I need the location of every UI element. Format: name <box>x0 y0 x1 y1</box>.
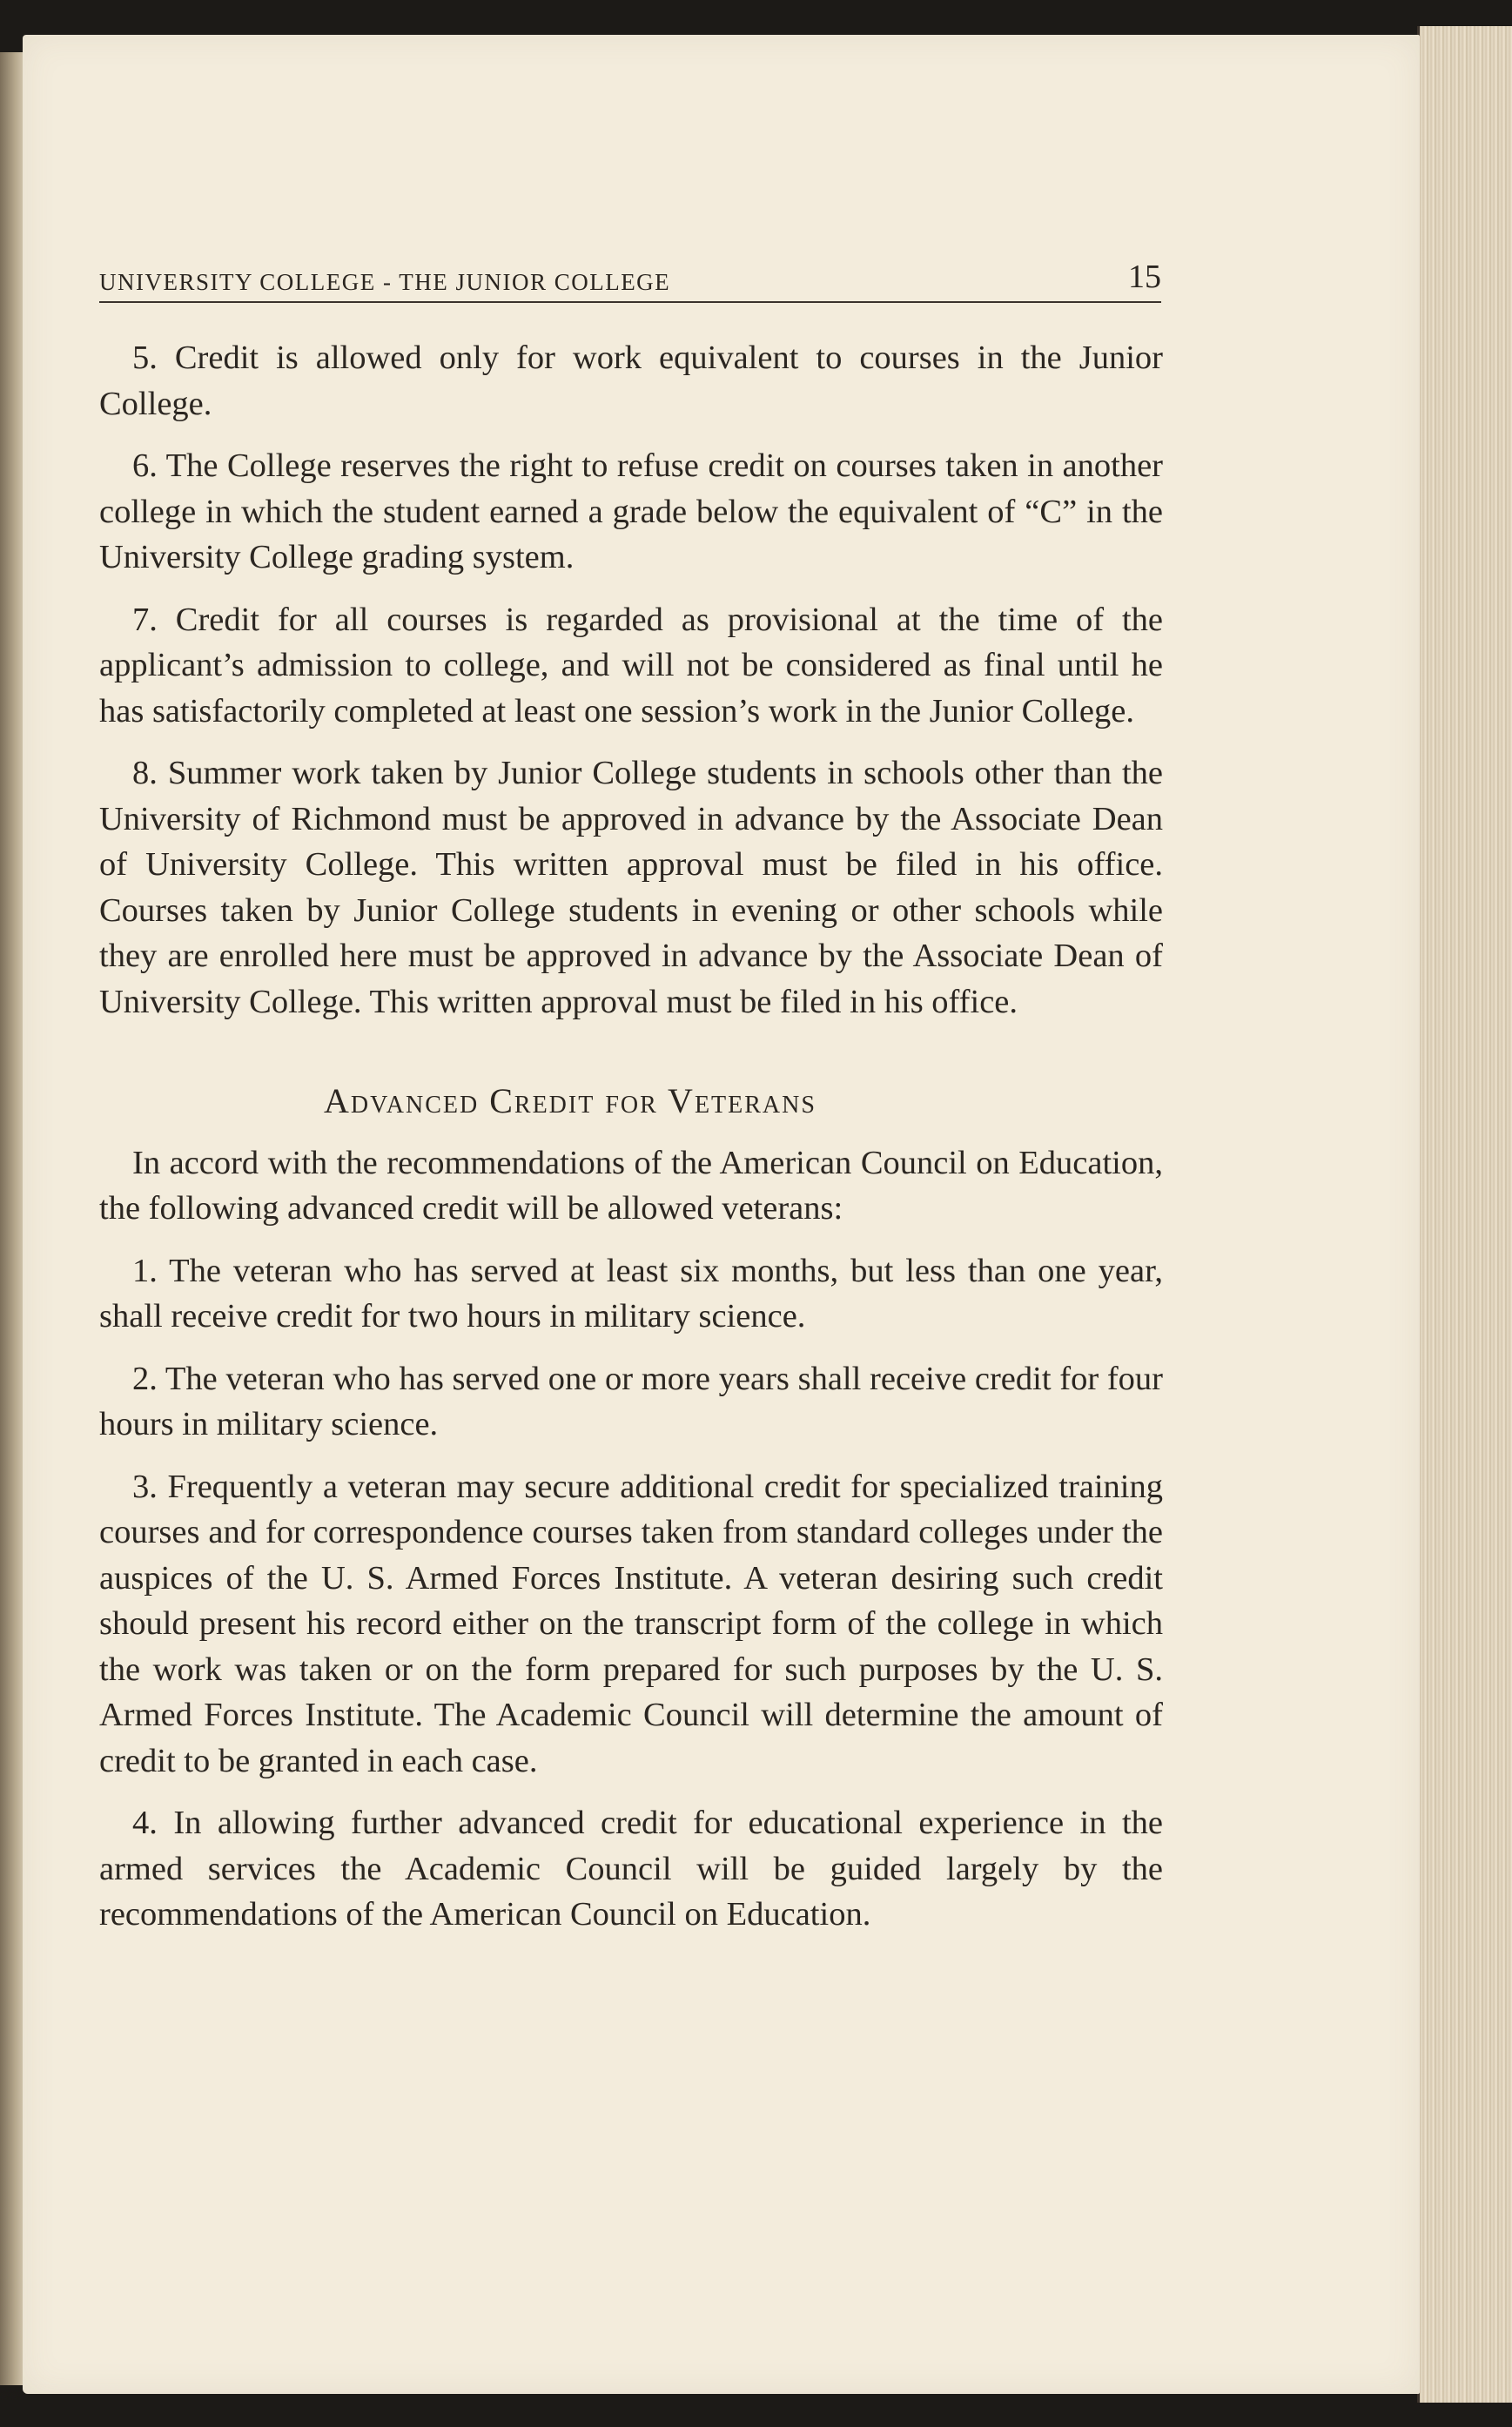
veteran-item-4: 4. In allowing further advanced credit for educational experience in the armed services the Academic Council will be guided largely by the recommendations of the American Council on Education. <box>99 1805 1163 1933</box>
paragraph-item-8: 8. Summer work taken by Junior College students in schools other than the University of Richmond must be approved in advance by the Associate Dean of University College. This written approval must be filed in his office. Courses taken by Junior College students in evening or other schools while they are enrolled here must be approved in advance by the Associate Dean of University College. This written approval must be filed in his office. <box>99 755 1163 1020</box>
section-intro: In accord with the recommendations of the American Council on Education, the following advanced credit will be allowed veterans: <box>99 1144 1163 1227</box>
paragraph-item-5: 5. Credit is allowed only for work equivalent to courses in the Junior College. <box>99 340 1163 422</box>
paragraph-item-7: 7. Credit for all courses is regarded as provisional at the time of the applicant’s admission to college, and will not be considered as final until he has satisfactorily completed at least one session’s work in the Junior College. <box>99 601 1163 729</box>
page-edges <box>1417 26 1512 2403</box>
running-head-title: UNIVERSITY COLLEGE - THE JUNIOR COLLEGE <box>99 269 671 295</box>
running-header <box>99 259 1161 303</box>
header-rule <box>99 301 1161 303</box>
veteran-item-2: 2. The veteran who has served one or more years shall receive credit for four hours in military science. <box>99 1360 1163 1442</box>
page-body <box>99 335 1163 1954</box>
page-number: 15 <box>1128 259 1161 295</box>
paragraph-item-6: 6. The College reserves the right to refuse credit on courses taken in another college in which the student earned a grade below the equivalent of “C” in the University College grading system. <box>99 447 1163 575</box>
veteran-item-1: 1. The veteran who has served at least six months, but less than one year, shall receive credit for two hours in military science. <box>99 1252 1163 1335</box>
section-heading: Advanced Credit for Veterans <box>324 1081 816 1120</box>
veteran-item-3: 3. Frequently a veteran may secure additional credit for specialized training courses and for correspondence courses taken from standard colleges under the auspices of the U. S. Armed Forces Institute. A veteran desiring such credit should present his record either on the transcript form of the college in which the work was taken or on the form prepared for such purposes by the U. S. Armed Forces Institute. The Academic Council will determine the amount of credit to be granted in each case. <box>99 1468 1163 1779</box>
